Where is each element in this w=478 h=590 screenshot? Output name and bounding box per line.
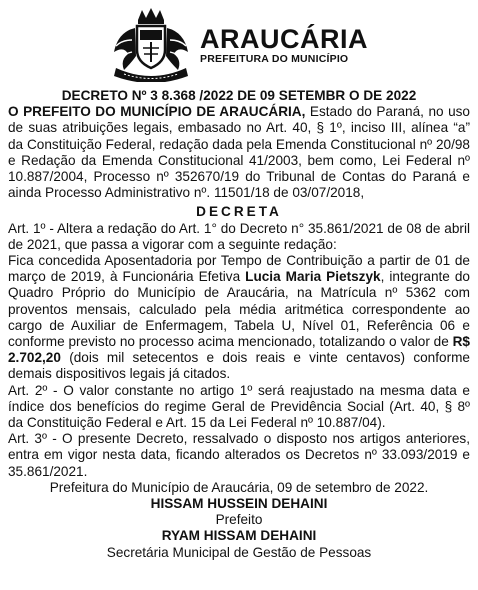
brand-name: ARAUCÁRIA xyxy=(200,24,368,54)
decree-document xyxy=(8,88,470,561)
benefit-value: R$ 2.702,20 xyxy=(8,334,470,366)
signer-2-name: RYAM HISSAM DEHAINI xyxy=(161,528,317,544)
preamble-authority: O PREFEITO DO MUNICÍPIO DE ARAUCÁRIA, xyxy=(8,104,306,120)
decreta-heading: DECRETA xyxy=(196,204,282,220)
decree-preamble xyxy=(8,104,470,201)
brand-block xyxy=(200,26,368,65)
article-1-quote xyxy=(8,253,470,383)
signer-1-role: Prefeito xyxy=(215,512,263,528)
coat-of-arms-icon xyxy=(110,6,192,82)
quote-part-2: , integrante do Quadro Próprio do Município de Araucária, na Matrícula nº 5362 com proventos mensais, calculado pela média aritmética correspondente ao cargo de Auxiliar de Enfermagem, Tabela U, Nível 01, Referência 06 e conforme previsto no processo acima mencionado, totalizando o valor de xyxy=(8,269,470,350)
brand-subtitle: PREFEITURA DO MUNICÍPIO xyxy=(200,53,349,65)
quote-part-3: (dois mil setecentos e dois reais e vinte centavos) conforme demais dispositivos legais já citados. xyxy=(8,350,470,382)
quote-part-1: Fica concedida Aposentadoria por Tempo de Contribuição a partir de 01 de março de 2019, à Funcionária Efetiva xyxy=(8,253,470,285)
page-header xyxy=(0,0,478,86)
decree-title: DECRETO Nº 3 8.368 /2022 DE 09 SETEMBR O DE 2022 xyxy=(61,88,417,103)
article-1: Art. 1º - Altera a redação do Art. 1° do Decreto n° 35.861/2021 de 08 de abril de 2021, que passa a vigorar com a seguinte redação: xyxy=(8,220,470,252)
beneficiary-name: Lucia Maria Pietszyk xyxy=(245,269,381,285)
signer-1-name: HISSAM HUSSEIN DEHAINI xyxy=(150,496,328,512)
article-3: Art. 3º - O presente Decreto, ressalvado o disposto nos artigos anteriores, entra em vigor nesta data, ficando alterados os Decretos nº 33.093/2019 e 35.861/2021. xyxy=(8,431,470,479)
place-date: Prefeitura do Município de Araucária, 09 de setembro de 2022. xyxy=(49,479,429,495)
preamble-text: Estado do Paraná, no uso de suas atribuições legais, embasado no Art. 40, § 1º, inciso III, alínea “a” da Constituição Federal, redação dada pela Emenda Constitucional nº 20/98 e Redação da Emenda Constitucional 41/2003, bem como, Lei Federal nº 10.887/2004, Processo nº 352670/19 do Tribunal de Contas do Paraná e ainda Processo Administrativo nº. 11501/18 de 03/07/2018, xyxy=(8,104,470,201)
article-2: Art. 2º - O valor constante no artigo 1º será reajustado na mesma data e índice dos benefícios do regime Geral de Previdência Social (Art. 40, § 8º da Constituição Federal e Art. 15 da Lei Federal nº 10.887/04). xyxy=(8,382,470,431)
signer-2-role: Secretária Municipal de Gestão de Pessoas xyxy=(106,544,372,560)
